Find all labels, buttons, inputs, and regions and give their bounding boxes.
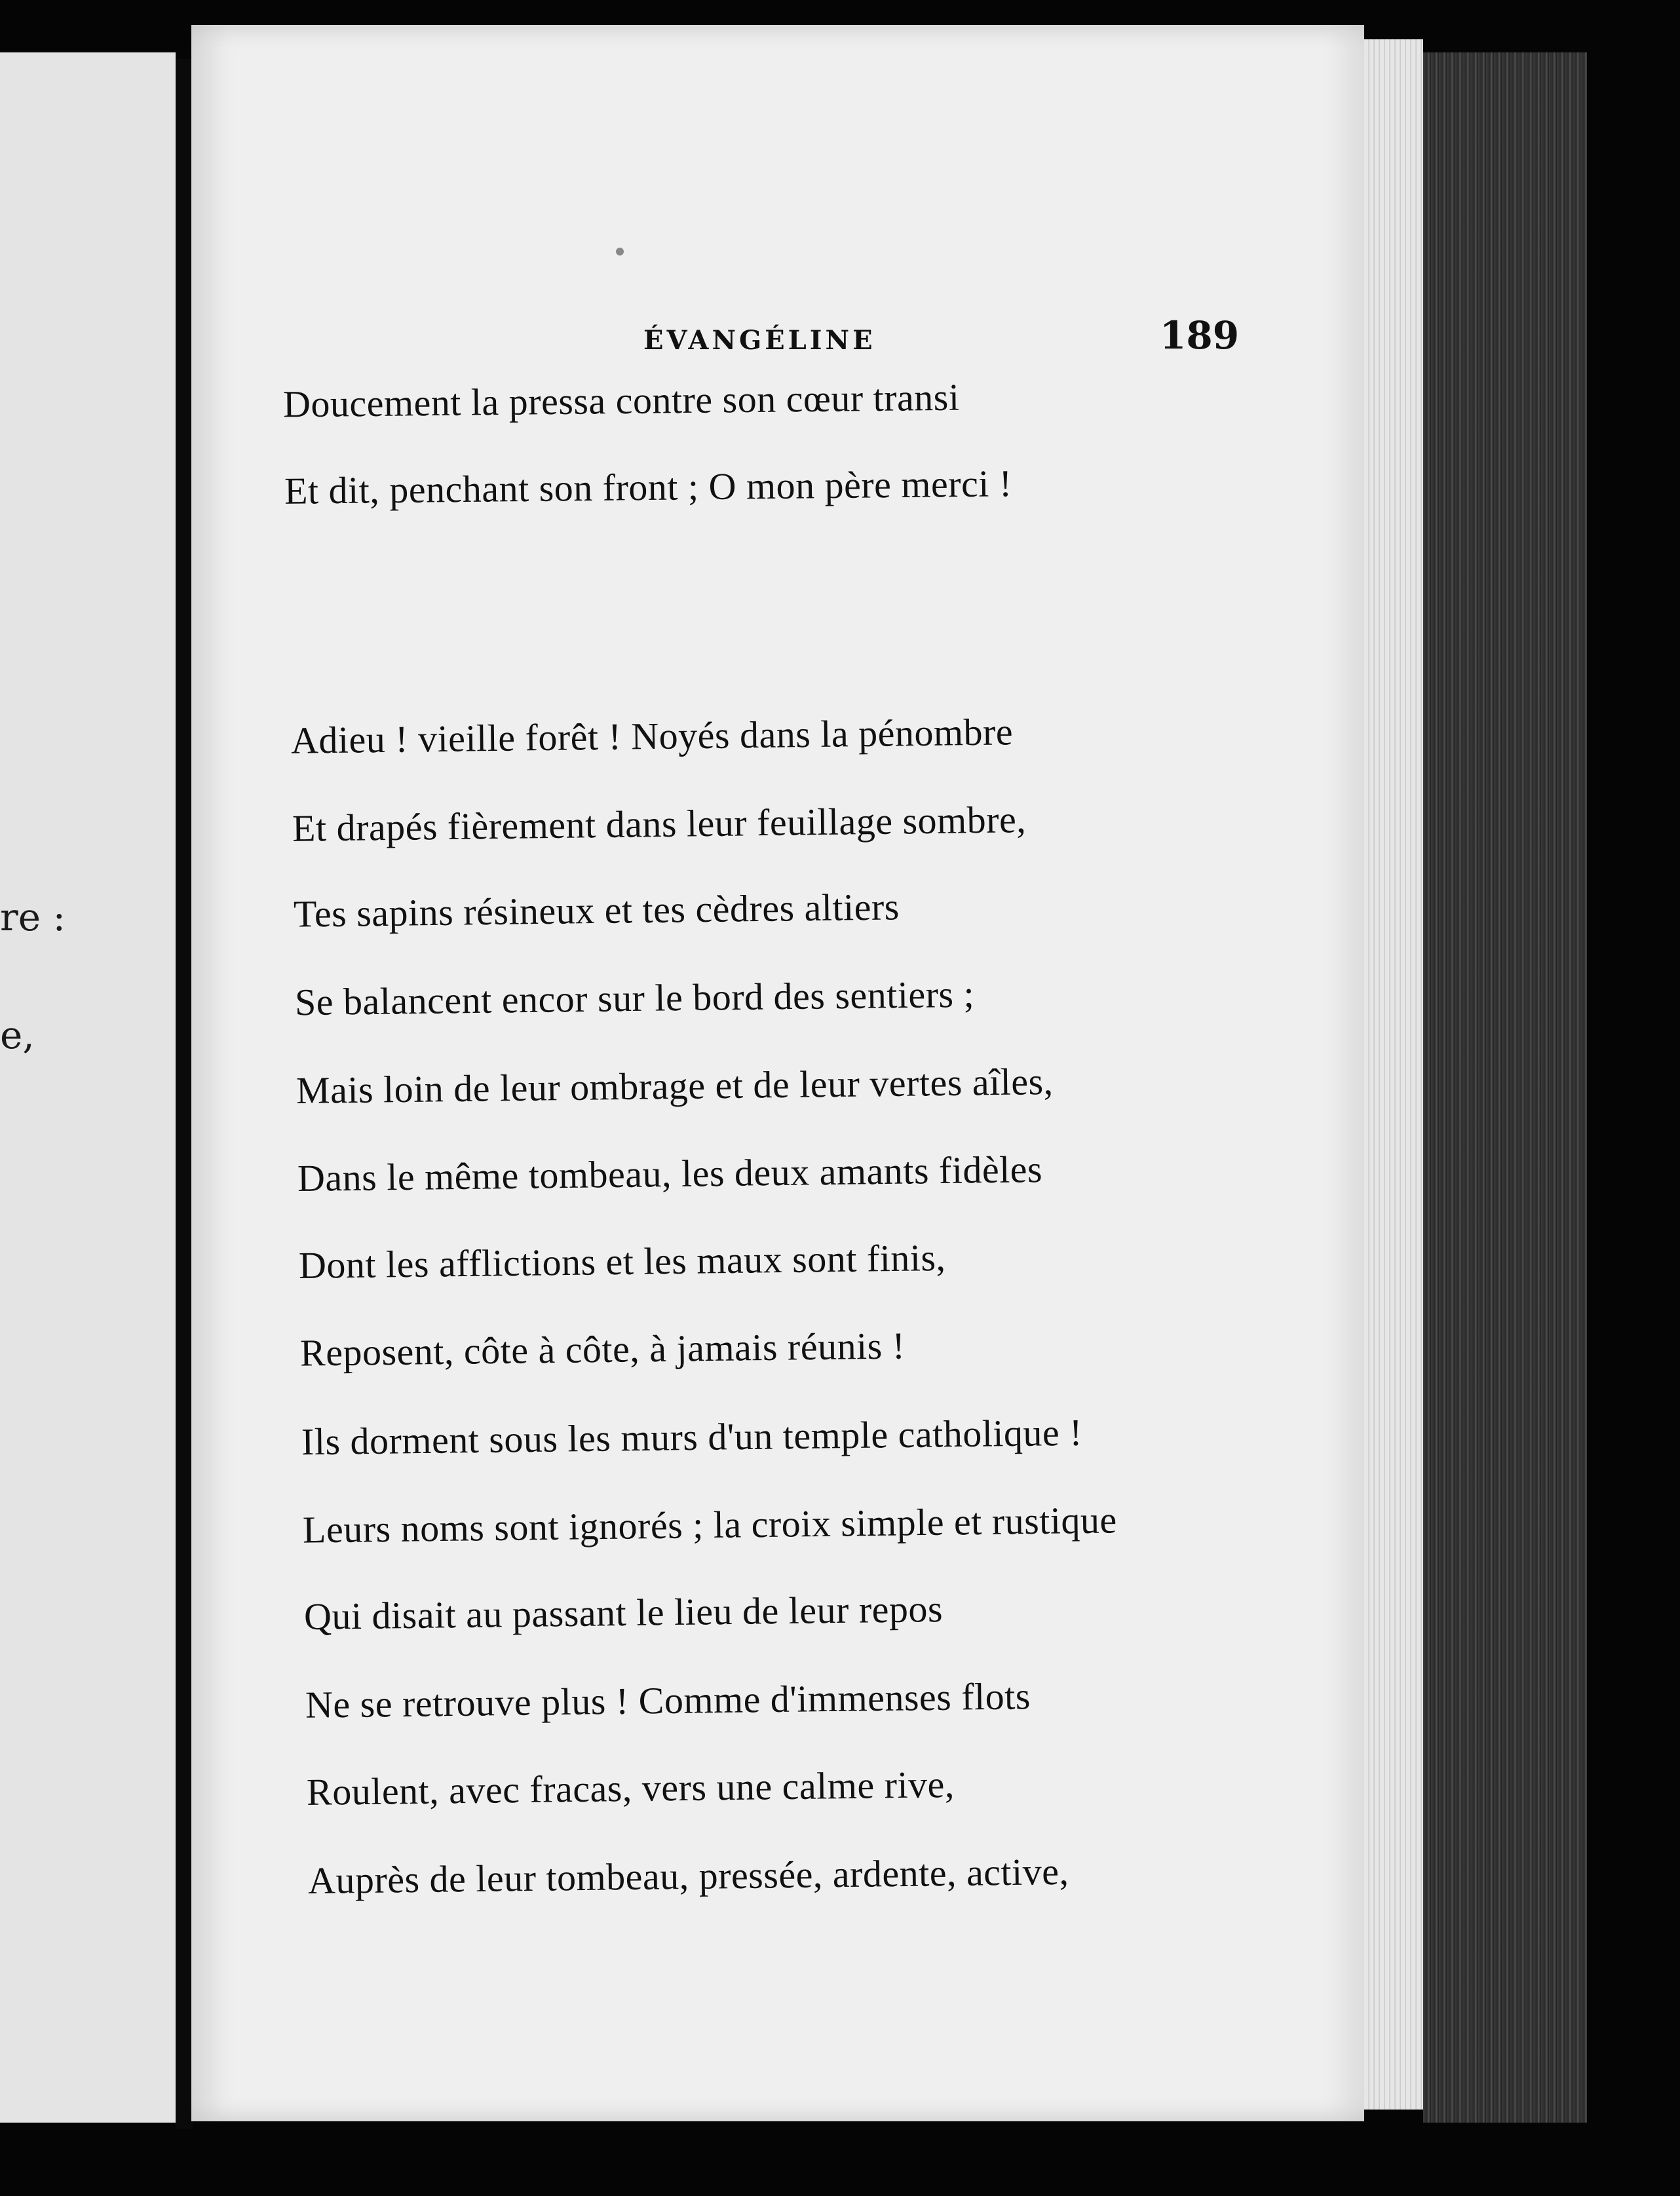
previous-page-edge [0, 52, 176, 2123]
book-cover-edge [1423, 52, 1587, 2123]
verse-line: Leurs noms sont ignorés ; la croix simple et rustique [302, 1498, 1118, 1551]
verse-line: Qui disait au passant le lieu de leur repos [303, 1587, 944, 1638]
verse-line: Mais loin de leur ombrage et de leur vertes aîles, [296, 1059, 1054, 1112]
left-page-fragment: re : [0, 895, 66, 939]
page-edges [1364, 39, 1423, 2110]
verse-line: Et dit, penchant son front ; O mon père merci ! [284, 462, 1013, 512]
verse-line: Se balancent encor sur le bord des sentiers ; [294, 972, 975, 1024]
verse-line: Auprès de leur tombeau, pressée, ardente, active, [307, 1849, 1069, 1903]
running-title: ÉVANGÉLINE [643, 325, 876, 356]
speck [616, 248, 624, 256]
verse-line: Ils dorment sous les murs d'un temple catholique ! [301, 1410, 1083, 1464]
page-header [191, 313, 1364, 366]
left-page-fragment: e, [0, 1013, 35, 1057]
verse-line: Et drapés fièrement dans leur feuillage sombre, [292, 798, 1027, 850]
verse-line: Reposent, côte à côte, à jamais réunis ! [299, 1324, 906, 1374]
page-number: 189 [1160, 313, 1240, 358]
verse-line: Doucement la pressa contre son cœur transi [282, 375, 960, 426]
book-page [191, 25, 1364, 2121]
verse-line: Tes sapins résineux et tes cèdres altiers [293, 885, 900, 936]
book-gutter [176, 59, 193, 2129]
verse-line: Dont les afflictions et les maux sont finis, [298, 1236, 946, 1287]
verse-line: Roulent, avec fracas, vers une calme rive, [306, 1762, 955, 1814]
verse-line: Adieu ! vieille forêt ! Noyés dans la pénombre [290, 710, 1014, 762]
verse-line: Dans le même tombeau, les deux amants fidèles [297, 1148, 1043, 1200]
verse-line: Ne se retrouve plus ! Comme d'immenses flots [305, 1675, 1031, 1726]
